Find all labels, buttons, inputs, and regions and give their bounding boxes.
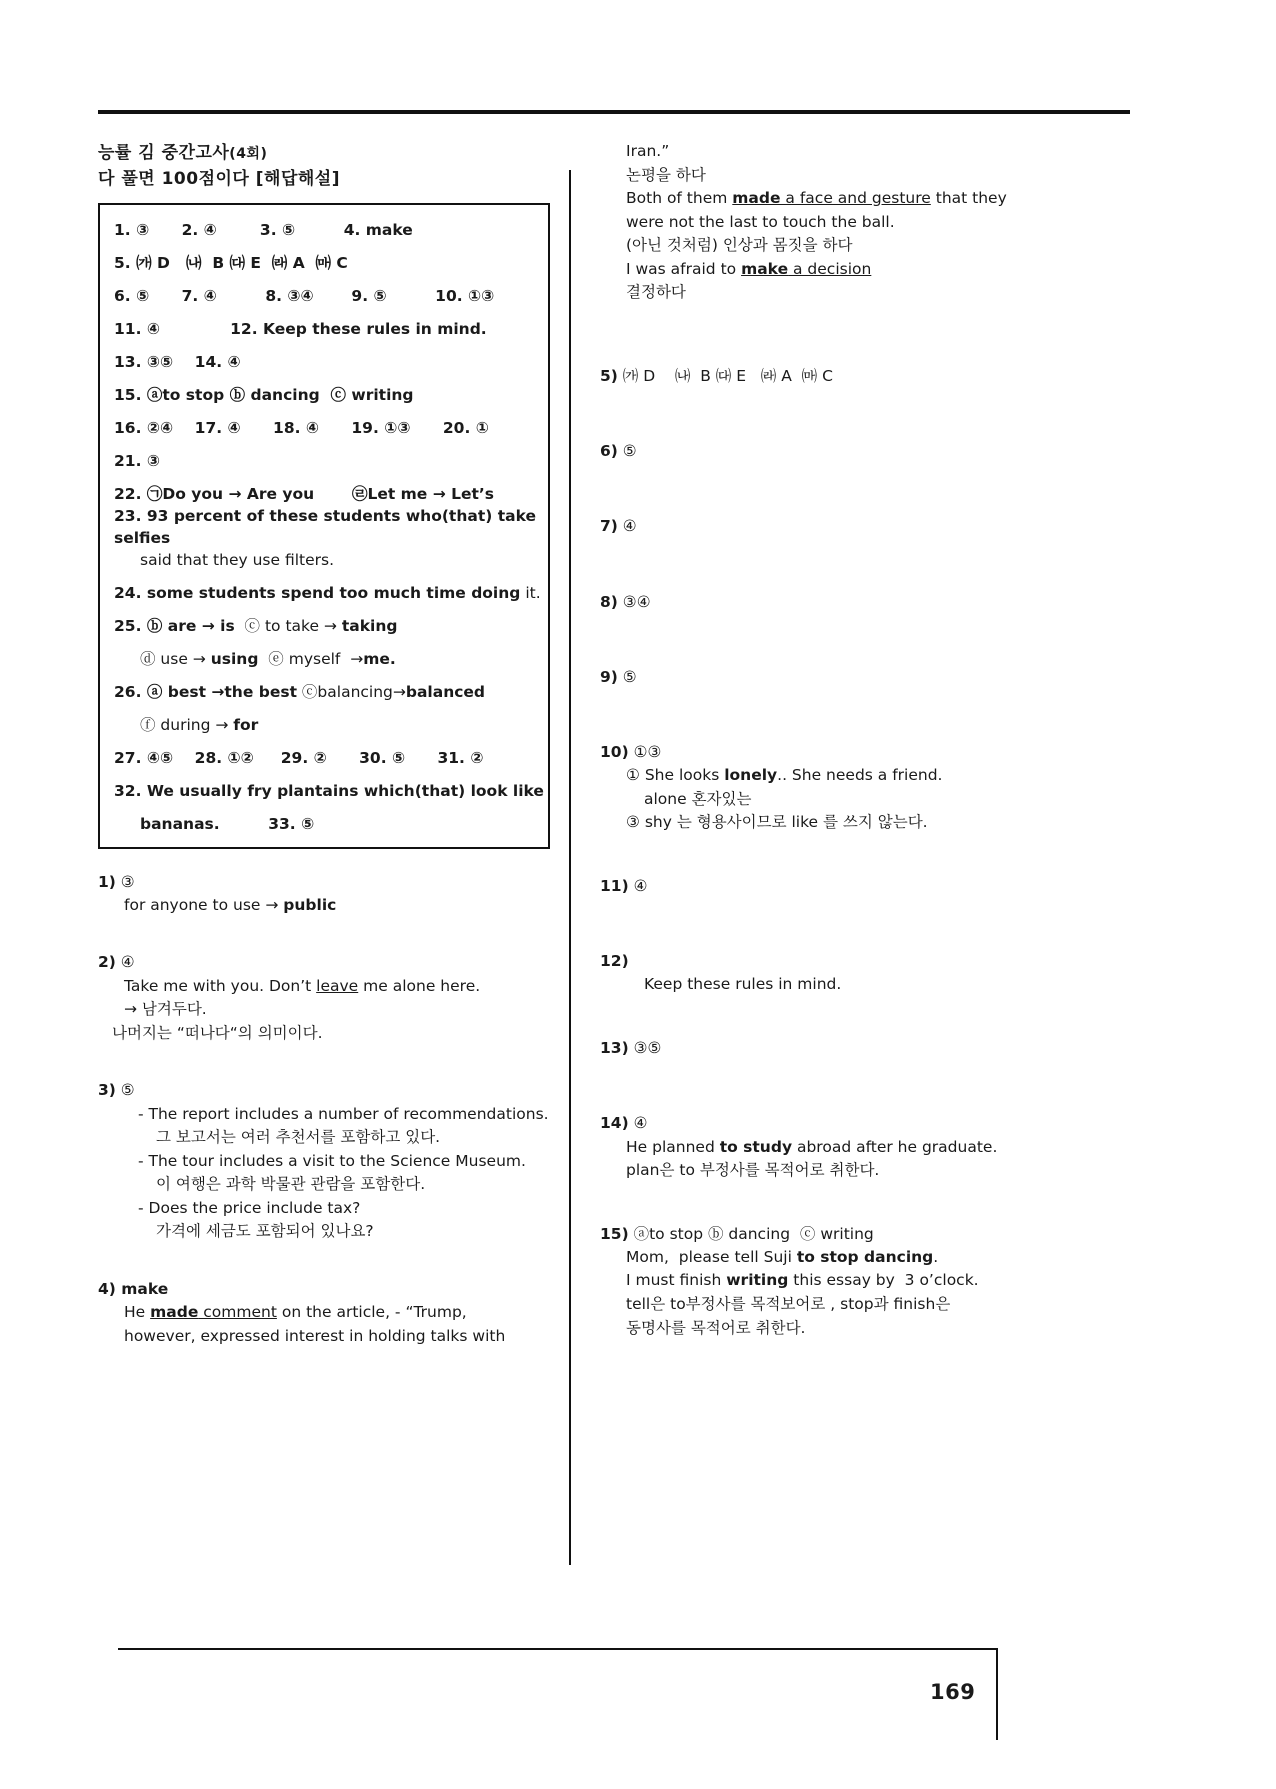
explanation-line-text: (아닌 것처럼) 인상과 몸짓을 하다 — [626, 236, 853, 255]
explanation-entry-header — [600, 950, 1020, 973]
explanation-line — [98, 1173, 553, 1197]
explanation-line — [600, 1317, 1020, 1341]
explanation-entry-number: 1) — [98, 872, 116, 891]
explanation-line-text: Both of them — [626, 189, 733, 208]
explanation-entry-number: 15) — [600, 1224, 629, 1243]
answer-row-26 — [114, 681, 538, 703]
left-column — [98, 140, 553, 1382]
answer-row-25 — [114, 615, 538, 637]
top-horizontal-rule — [98, 110, 1130, 114]
answer-25b-text-d: me. — [363, 649, 396, 668]
column-divider-rule — [569, 170, 571, 1565]
explanation-line-text: lonely — [724, 766, 778, 785]
answer-row — [114, 318, 538, 340]
explanation-entry-number: 2) — [98, 953, 116, 972]
explanation-line-text: 논평을 하다 — [626, 165, 706, 184]
answer-row-text: 21. ③ — [114, 451, 160, 470]
answer-key-box — [98, 203, 550, 849]
explanation-entry-number: 13) — [600, 1039, 629, 1058]
explanation-entry-answer: ㈎ D ㈏ B ㈐ E ㈑ A ㈒ C — [617, 366, 833, 385]
answer-25-text-d: taking — [341, 616, 398, 635]
page-subtitle: 다 풀면 100점이다 [해답해설] — [98, 169, 340, 190]
explanation-line — [600, 187, 1020, 211]
explanation-line — [98, 998, 553, 1022]
explanation-line-text: I must finish — [626, 1271, 727, 1290]
explanation-entry — [600, 950, 1020, 997]
answer-27-31-text: 27. ④⑤ 28. ①② 29. ② 30. ⑤ 31. ② — [114, 748, 484, 767]
answer-row-32b — [114, 813, 538, 835]
explanation-line-text: Keep these rules in mind. — [644, 975, 842, 994]
explanation-line-text: I was afraid to — [626, 259, 742, 278]
explanation-line — [98, 1220, 553, 1244]
explanation-entry-number: 3) — [98, 1081, 116, 1100]
explanation-line-text: alone 혼자있는 — [644, 789, 752, 808]
explanation-line — [98, 1150, 553, 1174]
explanation-entry — [600, 591, 1020, 614]
answer-32-text-a: 32. We usually fry plantains which(that) look like — [114, 781, 544, 800]
explanation-line — [600, 140, 1020, 164]
explanation-entry-header — [600, 365, 1020, 388]
explanation-line — [600, 1293, 1020, 1317]
explanation-entry-number: 8) — [600, 592, 618, 611]
explanation-line — [600, 973, 1020, 997]
explanation-entry-number: 10) — [600, 743, 629, 762]
explanation-line-text: however, expressed interest in holding talks with — [124, 1326, 506, 1345]
answer-row — [114, 219, 538, 241]
explanation-line-text: . — [933, 1247, 939, 1266]
explanation-line — [600, 811, 1020, 835]
answer-23-text-c: said that they use filters. — [140, 550, 335, 569]
explanation-entry-answer: ④ — [628, 1114, 648, 1133]
explanation-entry — [600, 1037, 1020, 1060]
explanation-entry — [98, 1278, 553, 1348]
answer-row-text: 11. ④ 12. Keep these rules in mind. — [114, 319, 487, 338]
explanation-entry-answer: ⑤ — [115, 1081, 135, 1100]
explanation-line — [98, 1022, 553, 1046]
page-title — [98, 140, 553, 166]
answer-23-text-a: 23. 93 percent of these students — [114, 506, 406, 525]
answer-26-text-d: balanced — [405, 682, 486, 701]
explanation-line — [600, 234, 1020, 258]
answer-row-text: 13. ③⑤ 14. ④ — [114, 352, 241, 371]
answer-row — [114, 450, 538, 472]
explanation-line — [600, 211, 1020, 235]
answer-25b-text-b: using — [210, 649, 259, 668]
answer-key-rows — [114, 219, 538, 505]
answer-row — [114, 483, 538, 505]
answer-row — [114, 351, 538, 373]
answer-row-24 — [114, 582, 541, 604]
explanation-entry-header — [600, 1037, 1020, 1060]
explanation-line — [98, 1197, 553, 1221]
explanation-line-text: to stop dancing — [796, 1247, 934, 1266]
explanation-line-text: public — [283, 895, 337, 914]
answer-row — [114, 417, 538, 439]
answer-row-26b — [114, 714, 538, 736]
page-number: 169 — [930, 1680, 976, 1704]
explanation-line-text: tell은 to부정사를 목적보어로 , stop과 finish은 — [626, 1294, 951, 1313]
explanation-entry-number: 14) — [600, 1114, 629, 1133]
explanation-entry — [600, 440, 1020, 463]
explanation-line-text: made — [732, 189, 781, 208]
explanation-entry — [600, 666, 1020, 689]
answer-23-text-b: who(that) take selfies — [114, 506, 536, 547]
footer-vertical-rule — [996, 1648, 998, 1740]
page-title-main: 능률 김 중간고사 — [98, 143, 230, 163]
explanation-line-text: He planned — [626, 1137, 720, 1156]
explanation-line — [600, 164, 1020, 188]
explanation-entry-number: 7) — [600, 517, 618, 536]
explanation-line — [600, 1159, 1020, 1183]
explanation-entry — [600, 515, 1020, 538]
explanation-line-text: 그 보고서는 여러 추천서를 포함하고 있다. — [156, 1128, 441, 1147]
explanation-line — [600, 788, 1020, 812]
explanation-line-text: He — [124, 1303, 151, 1322]
answer-25-text-b: is — [220, 616, 235, 635]
explanation-entry — [98, 1079, 553, 1244]
answer-24-text-c: it. — [520, 583, 541, 602]
explanation-entry-answer: ⑤ — [617, 667, 637, 686]
answer-26-text-c: ⓒbalancing→ — [297, 682, 406, 701]
explanation-line — [98, 1126, 553, 1150]
explanation-line-text: ① She looks — [626, 766, 725, 785]
answer-26-text-b: the best — [224, 682, 297, 701]
explanation-line-text: this essay by 3 o’clock. — [788, 1271, 979, 1290]
explanation-line-text: that they — [930, 189, 1007, 208]
answer-row-text: 15. ⓐto stop ⓑ dancing ⓒ writing — [114, 385, 414, 404]
explanation-entry-header — [98, 871, 553, 894]
explanation-line — [600, 258, 1020, 282]
explanation-line — [600, 1269, 1020, 1293]
explanation-line-text: comment — [198, 1303, 277, 1322]
explanation-line-text: - The report includes a number of recommendations. — [138, 1104, 549, 1123]
explanation-entry-header — [600, 440, 1020, 463]
explanation-entry-number: 4) — [98, 1279, 116, 1298]
answer-25-text-a: 25. ⓑ are → — [114, 616, 221, 635]
explanation-entry-number: 9) — [600, 667, 618, 686]
answer-row-25b — [114, 648, 538, 670]
explanation-entry-header — [600, 875, 1020, 898]
answer-24-text-a: 24. some students — [114, 583, 282, 602]
answer-row-text: 22. ㉠Do you → Are you ㉣Let me → Let’s — [114, 484, 494, 503]
explanation-entry-answer: ④ — [617, 517, 637, 536]
answer-row-text: 16. ②④ 17. ④ 18. ④ 19. ①③ 20. ① — [114, 418, 489, 437]
explanation-line-text: Iran.” — [626, 142, 670, 160]
explanation-entry-header — [600, 515, 1020, 538]
explanation-line-text: 가격에 세금도 포함되어 있나요? — [156, 1222, 374, 1241]
explanation-entry-number: 6) — [600, 442, 618, 461]
explanation-entry — [600, 1223, 1020, 1340]
explanation-line — [600, 1246, 1020, 1270]
explanation-entry-answer: ③④ — [617, 592, 651, 611]
explanation-entry-answer: ③ — [115, 872, 135, 891]
explanation-line-text: Take me with you. Don’t — [124, 976, 317, 995]
explanation-line-text: 나머지는 “떠나다“의 의미이다. — [112, 1023, 323, 1042]
explanation-line-text: .. She needs a friend. — [777, 766, 943, 785]
answer-24-text-b: spend too much time doing — [281, 583, 521, 602]
explanation-entry-header — [600, 591, 1020, 614]
explanation-line — [98, 1325, 553, 1349]
explanation-entry-header — [98, 1079, 553, 1102]
explanation-entry — [600, 741, 1020, 835]
explanation-line-text: a decision — [788, 259, 872, 278]
explanation-line-text: ③ shy 는 형용사이므로 like 를 쓰지 않는다. — [626, 813, 928, 832]
explanation-line-text: were not the last to touch the ball. — [626, 212, 895, 231]
explanation-line — [98, 1103, 553, 1127]
explanation-entry-header — [98, 1278, 553, 1301]
explanation-entry-header — [600, 1223, 1020, 1246]
bottom-horizontal-rule — [118, 1648, 998, 1650]
explanation-entry-answer: ④ — [115, 953, 135, 972]
explanation-line — [600, 764, 1020, 788]
explanation-entry-header — [98, 951, 553, 974]
explanation-line — [98, 975, 553, 999]
explanation-line — [98, 894, 553, 918]
explanation-line — [600, 281, 1020, 305]
explanation-line-text: 이 여행은 과학 박물관 관람을 포함한다. — [156, 1175, 426, 1194]
answer-26-text-a: 26. ⓐ best → — [114, 682, 225, 701]
answer-row — [114, 285, 538, 307]
explanation-line-text: plan은 to 부정사를 목적어로 취한다. — [626, 1161, 880, 1180]
explanation-line-text: made — [150, 1303, 199, 1322]
answer-32b-text: bananas. 33. ⑤ — [140, 814, 315, 833]
explanation-entry-answer: ⓐto stop ⓑ dancing ⓒ writing — [628, 1224, 874, 1243]
explanation-entry-number: 11) — [600, 876, 629, 895]
answer-row-32 — [114, 780, 544, 802]
explanation-line-text: writing — [726, 1271, 789, 1290]
explanation-line-text: 동명사를 목적어로 취한다. — [626, 1318, 806, 1337]
explanation-entry-answer: ④ — [628, 876, 648, 895]
explanation-line-text: on the article, - “Trump, — [276, 1303, 467, 1322]
explanation-line-text: me alone here. — [358, 976, 481, 995]
explanation-line-text: Mom, please tell Suji — [626, 1247, 797, 1266]
explanation-line-text: a face and gesture — [780, 189, 931, 208]
explanation-line — [600, 1136, 1020, 1160]
explanation-line-text: - The tour includes a visit to the Science Museum. — [138, 1151, 526, 1170]
explanation-entry-number: 12) — [600, 952, 629, 971]
explanation-entry — [600, 875, 1020, 898]
explanation-line-text: 결정하다 — [626, 283, 686, 302]
answer-row-23 — [114, 505, 538, 571]
explanation-entry-number: 5) — [600, 366, 618, 385]
explanation-line-text: for anyone to use → — [124, 895, 284, 914]
page-title-round: (4회) — [229, 146, 268, 162]
answer-row-text: 5. ㈎ D ㈏ B ㈐ E ㈑ A ㈒ C — [114, 253, 348, 272]
answer-26b-text-a: ⓕ during → — [140, 715, 234, 734]
explanation-line-text: leave — [316, 976, 359, 995]
explanation-entry-answer: ⑤ — [617, 442, 637, 461]
explanation-entry-header — [600, 1112, 1020, 1135]
explanation-entry — [98, 871, 553, 918]
explanation-entry-answer: make — [115, 1279, 169, 1298]
answer-26b-text-b: for — [233, 715, 259, 734]
explanation-line-text: → 남겨두다. — [124, 1000, 207, 1019]
explanation-line-text: - Does the price include tax? — [138, 1198, 361, 1217]
left-explanation-list — [98, 871, 553, 1349]
right-explanation-list — [600, 140, 1020, 1340]
explanation-entry-header — [600, 666, 1020, 689]
answer-25-text-c: ⓒ to take → — [234, 616, 342, 635]
explanation-line-text: abroad after he graduate. — [792, 1137, 998, 1156]
explanation-entry-answer: ①③ — [628, 743, 662, 762]
explanation-line-text: to study — [719, 1137, 793, 1156]
right-column — [600, 140, 1020, 1380]
explanation-line-text: make — [741, 259, 789, 278]
spacer — [98, 849, 553, 871]
explanation-entry — [600, 1112, 1020, 1182]
explanation-entry — [600, 140, 1020, 305]
explanation-entry — [600, 365, 1020, 388]
answer-25b-text-a: ⓓ use → — [140, 649, 211, 668]
explanation-entry-header — [600, 741, 1020, 764]
answer-row-text: 1. ③ 2. ④ 3. ⑤ 4. make — [114, 220, 413, 239]
explanation-entry-answer: ③⑤ — [628, 1039, 662, 1058]
answer-row — [114, 252, 538, 274]
explanation-entry — [98, 951, 553, 1045]
answer-row-27-31 — [114, 747, 538, 769]
answer-25b-text-c: ⓔ myself → — [258, 649, 364, 668]
answer-row — [114, 384, 538, 406]
explanation-line — [98, 1301, 553, 1325]
answer-row-text: 6. ⑤ 7. ④ 8. ③④ 9. ⑤ 10. ①③ — [114, 286, 495, 305]
